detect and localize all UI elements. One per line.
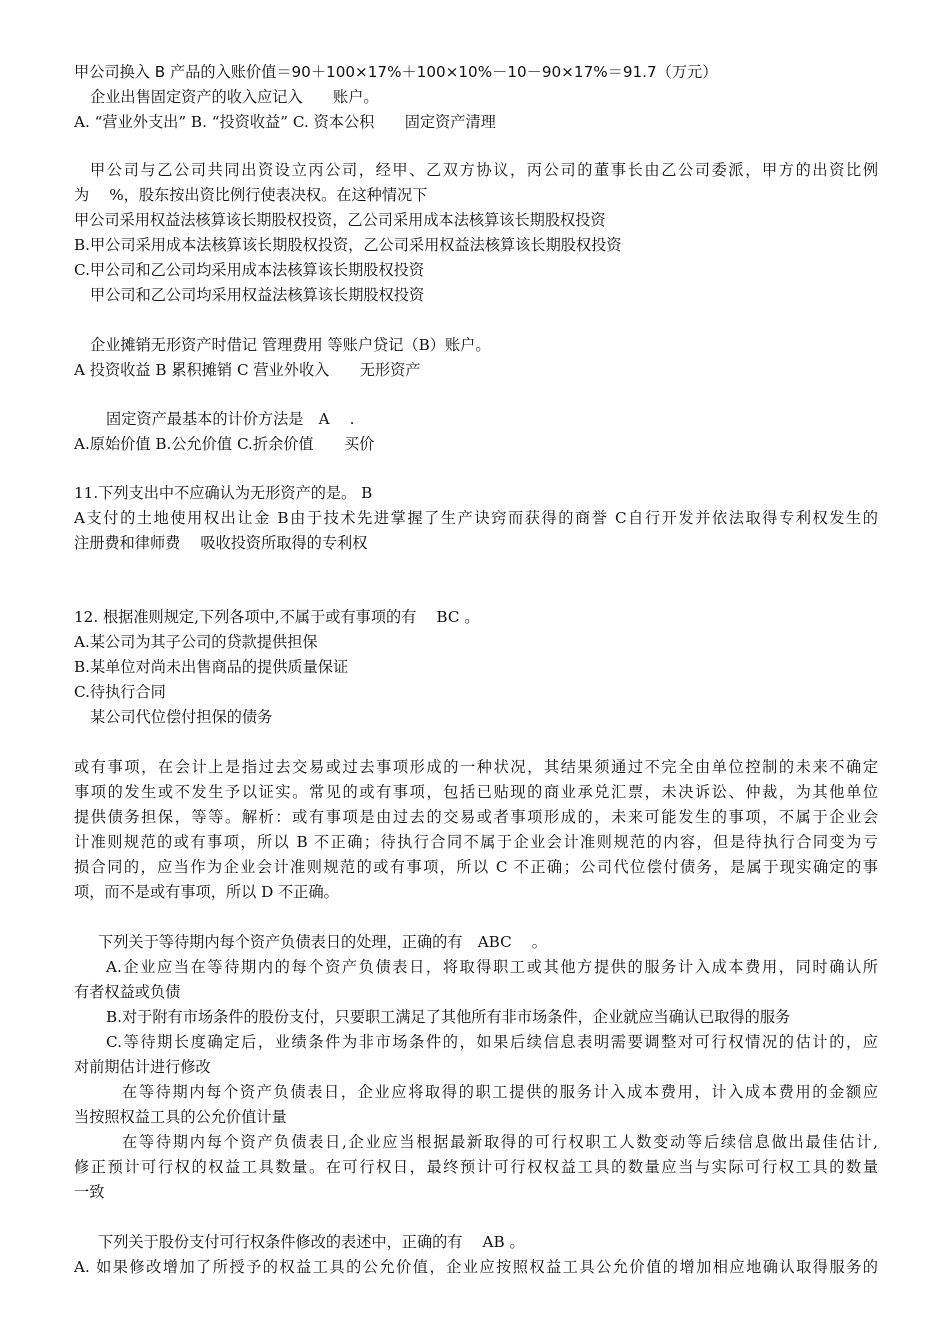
- option-line: A支付的土地使用权出让金 B由于技术先进掌握了生产诀窍而获得的商誉 C自行开发并依法取得专利权发生的: [74, 509, 878, 527]
- option-line: 甲公司采用权益法核算该长期股权投资，乙公司采用成本法核算该长期股权投资: [74, 211, 606, 229]
- question-text: 下列关于股份支付可行权条件修改的表述中，正确的有 AB 。: [98, 1233, 525, 1251]
- question-text: 甲公司与乙公司共同出资设立丙公司，经甲、乙双方协议，丙公司的董事长由乙公司委派，甲方的出资比例: [90, 161, 878, 179]
- calc-line: 甲公司换入 B 产品的入账价值＝90＋100×17%＋100×10%－10－90×17%＝91.7（万元）: [74, 63, 718, 81]
- question-text: 企业出售固定资产的收入应记入 账户。: [90, 88, 379, 106]
- explanation-text: 损合同的，应当作为企业会计准则规范的或有事项，所以 C 不正确；公司代位偿付债务，是属于现实确定的事: [74, 858, 878, 876]
- option-line: 一致: [74, 1183, 105, 1201]
- question-text: 固定资产最基本的计价方法是 A .: [106, 410, 355, 428]
- explanation-text: 事项的发生或不发生予以证实。常见的或有事项，包括已贴现的商业承兑汇票，未决诉讼、仲裁，为其他单位: [74, 783, 878, 801]
- option-line: B.甲公司采用成本法核算该长期股权投资，乙公司采用权益法核算该长期股权投资: [74, 236, 622, 254]
- option-line: 在等待期内每个资产负债表日，企业应将取得的职工提供的服务计入成本费用，计入成本费用的金额应: [122, 1083, 878, 1101]
- option-line: 在等待期内每个资产负债表日,企业应当根据最新取得的可行权职工人数变动等后续信息做出最佳估计,: [122, 1133, 878, 1151]
- option-line: 某公司代位偿付担保的债务: [90, 708, 273, 726]
- option-line: A.某公司为其子公司的贷款提供担保: [74, 633, 318, 651]
- option-line: 对前期估计进行修改: [74, 1058, 211, 1076]
- explanation-text: 项，而不是或有事项，所以 D 不正确。: [74, 883, 339, 901]
- option-line: B.某单位对尚未出售商品的提供质量保证: [74, 658, 349, 676]
- option-line: A.企业应当在等待期内的每个资产负债表日，将取得职工或其他方提供的服务计入成本费用，同时确认所: [106, 958, 878, 976]
- option-line: A.原始价值 B.公允价值 C.折余价值 买价: [74, 435, 375, 453]
- option-line: 甲公司和乙公司均采用权益法核算该长期股权投资: [90, 286, 425, 304]
- option-line: 注册费和律师费 吸收投资所取得的专利权: [74, 534, 368, 552]
- question-text: 11.下列支出中不应确认为无形资产的是。 B: [74, 484, 373, 502]
- option-line: C.待执行合同: [74, 683, 166, 701]
- option-line: A. “营业外支出” B. “投资收益” C. 资本公积 固定资产清理: [74, 113, 496, 131]
- question-text: 企业摊销无形资产时借记 管理费用 等账户贷记（B）账户。: [90, 336, 491, 354]
- question-text: 下列关于等待期内每个资产负债表日的处理，正确的有 ABC 。: [98, 933, 547, 951]
- explanation-text: 提供债务担保，等等。解析：或有事项是由过去的交易或者事项形成的，未来可能发生的事项，不属于企业会: [74, 808, 878, 826]
- option-line: C.甲公司和乙公司均采用成本法核算该长期股权投资: [74, 261, 425, 279]
- option-line: C.等待期长度确定后，业绩条件为非市场条件的，如果后续信息表明需要调整对可行权情况的估计的，应: [106, 1033, 878, 1051]
- option-line: 有者权益或负债: [74, 983, 181, 1001]
- option-line: A. 如果修改增加了所授予的权益工具的公允价值，企业应按照权益工具公允价值的增加相应地确认取得服务的: [74, 1258, 878, 1276]
- option-line: 当按照权益工具的公允价值计量: [74, 1108, 287, 1126]
- explanation-text: 或有事项，在会计上是指过去交易或过去事项形成的一种状况，其结果须通过不完全由单位控制的未来不确定: [74, 758, 878, 776]
- question-text: 12. 根据准则规定,下列各项中,不属于或有事项的有 BC 。: [74, 608, 480, 626]
- option-line: B.对于附有市场条件的股份支付，只要职工满足了其他所有非市场条件，企业就应当确认已取得的服务: [106, 1008, 791, 1026]
- question-text: 为 %，股东按出资比例行使表决权。在这种情况下: [74, 186, 428, 204]
- option-line: 修正预计可行权的权益工具数量。在可行权日，最终预计可行权权益工具的数量应当与实际可行权工具的数量: [74, 1158, 878, 1176]
- option-line: A 投资收益 B 累积摊销 C 营业外收入 无形资产: [74, 361, 421, 379]
- explanation-text: 计准则规范的或有事项，所以 B 不正确；待执行合同不属于企业会计准则规范的内容，但是待执行合同变为亏: [74, 833, 878, 851]
